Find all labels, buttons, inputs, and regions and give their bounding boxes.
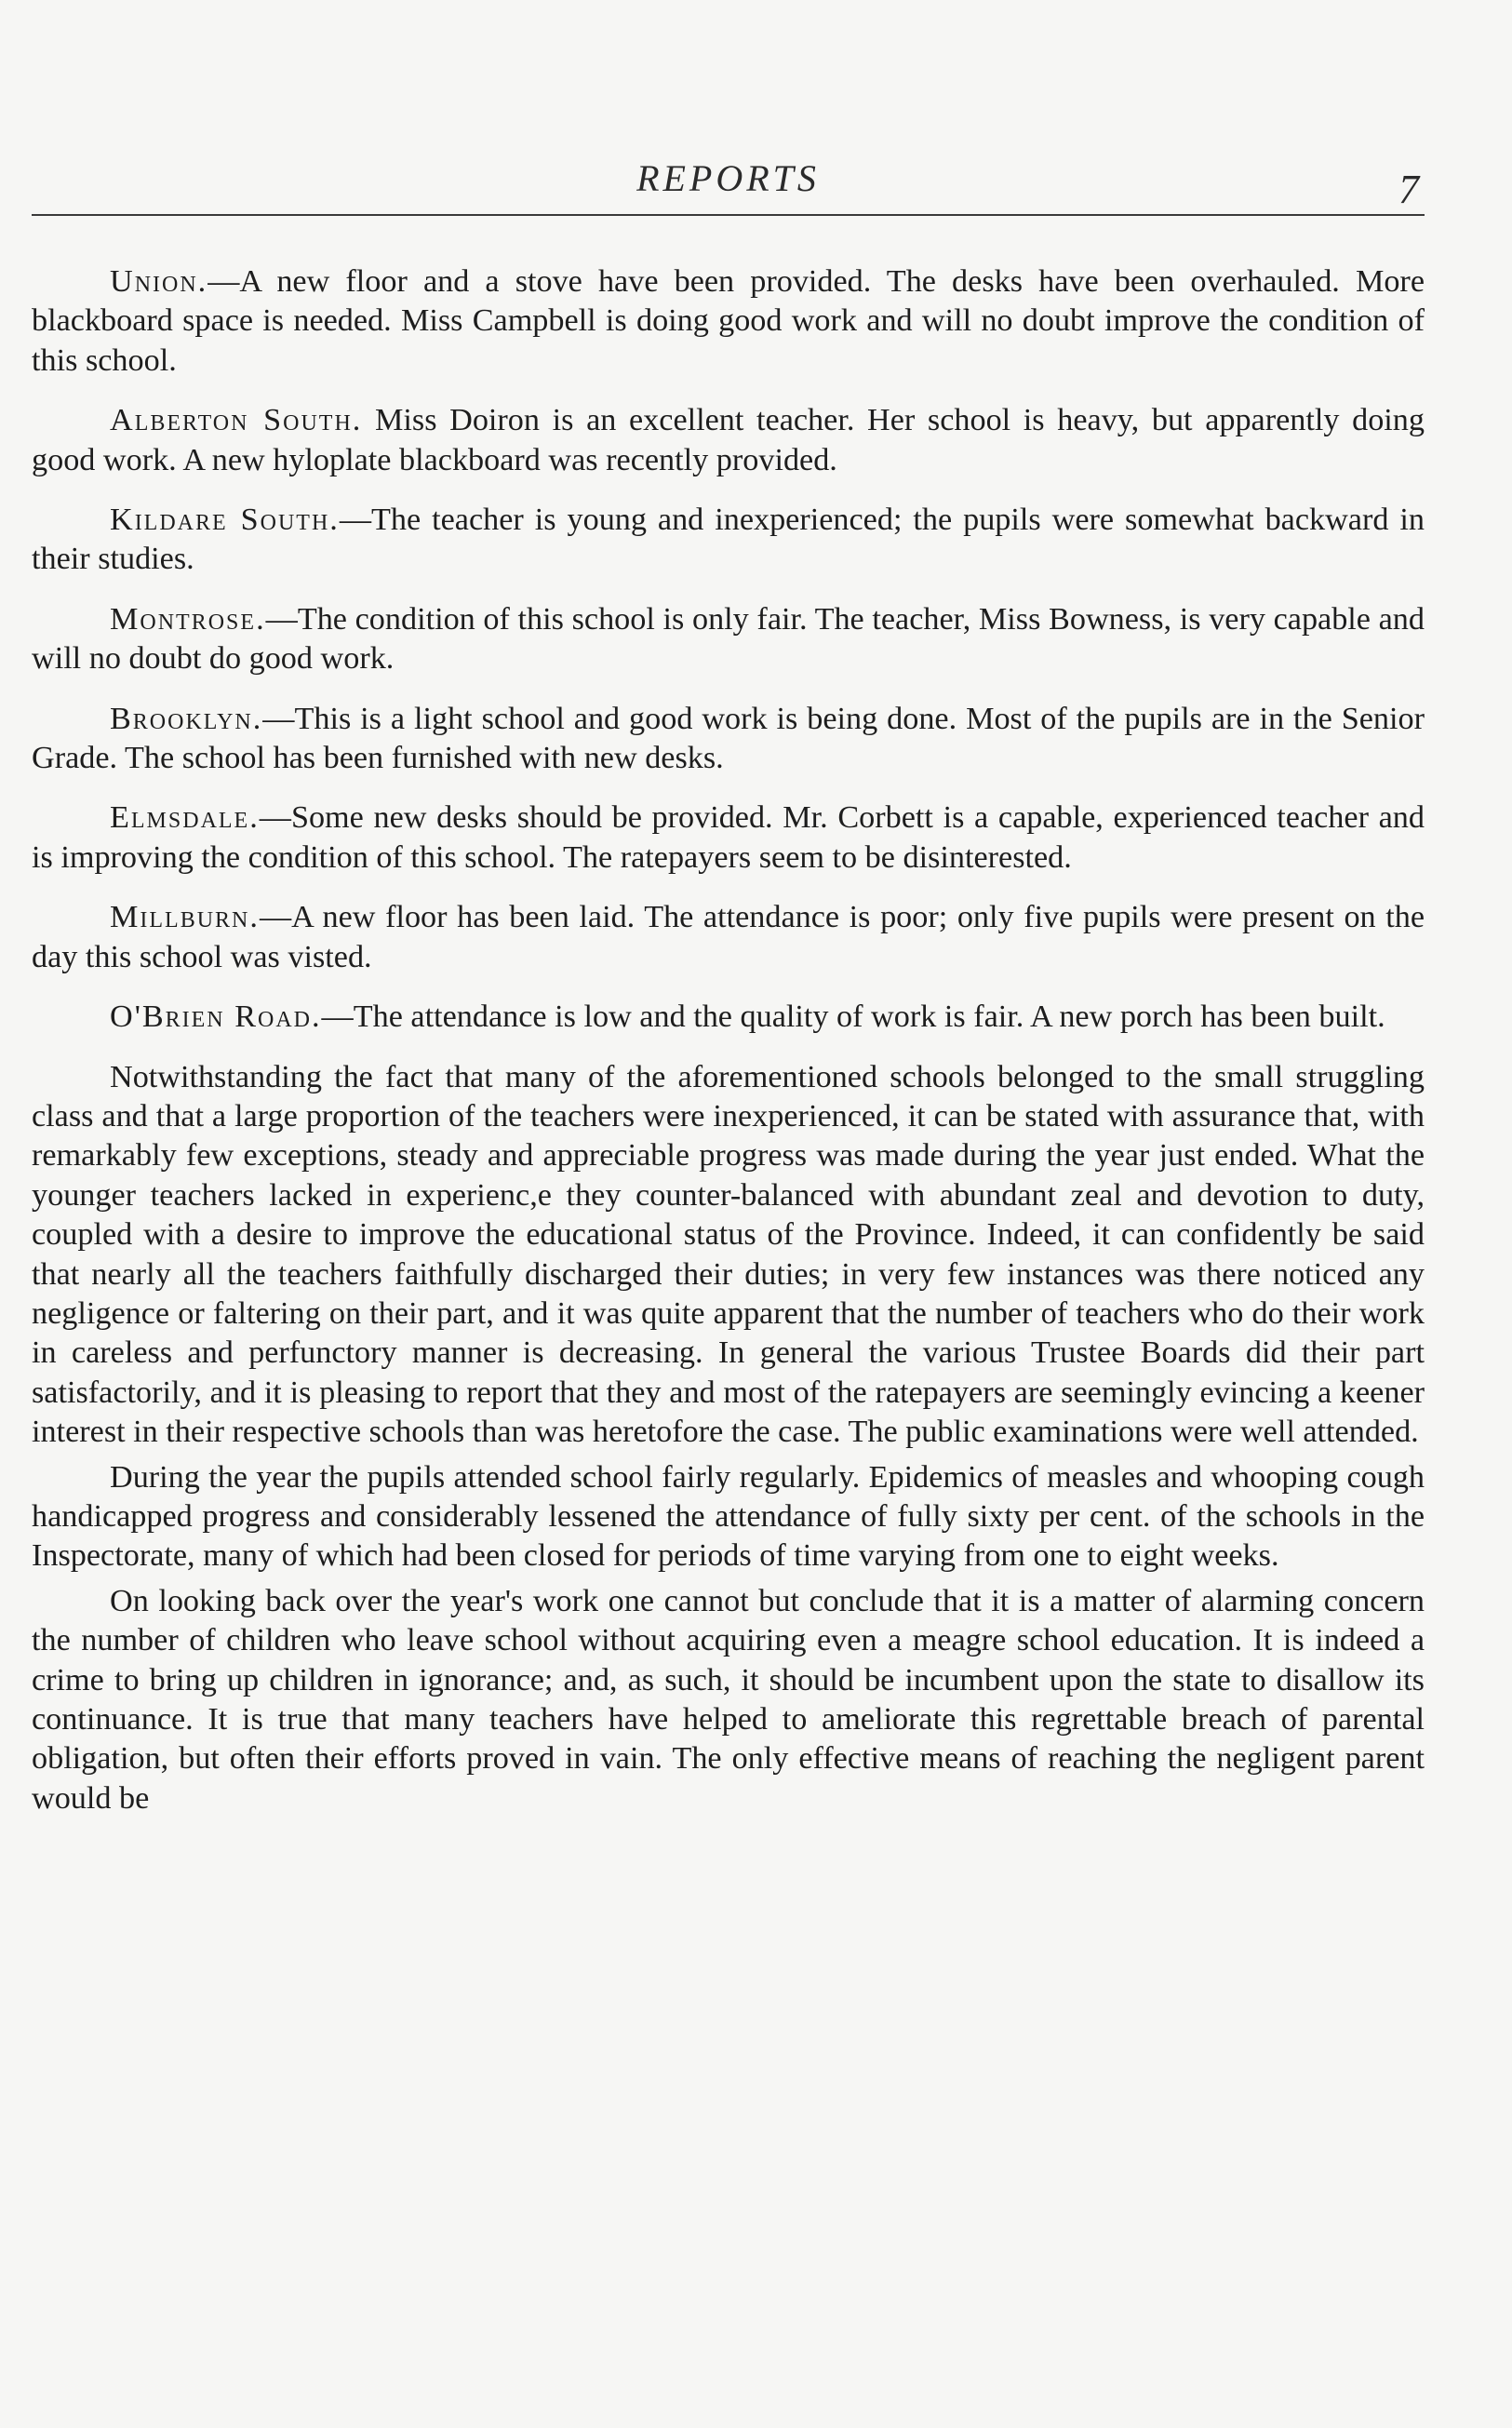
school-report-text: —A new floor and a stove have been provided. The desks have been overhauled. More blackboard space is needed. Miss Campbell is doing good work and will no doubt improve the condition of this school. (32, 264, 1425, 378)
school-report-text: —A new floor has been laid. The attendance is poor; only five pupils were present on the day this school was visted. (32, 900, 1425, 974)
school-report-alberton-south (32, 401, 1425, 480)
school-report-text: —Some new desks should be provided. Mr. Corbett is a capable, experienced teacher and is improving the condition of this school. The ratepayers seem to be disinterested. (32, 800, 1425, 875)
paragraph-progress: Notwithstanding the fact that many of the aforementioned schools belonged to the small struggling class and that a large proportion of the teachers were inexperienced, it can be stated with assurance that, with remarkably few exceptions, steady and appreciable progress was made during the year just ended. What the younger teachers lacked in experienc,e they counter-balanced with abundant zeal and devotion to duty, coupled with a desire to improve the educational status of the Province. Indeed, it can confidently be said that nearly all the teachers faithfully discharged their duties; in very few instances was there noticed any negligence or faltering on their part, and it was quite apparent that the number of teachers who do their work in careless and perfunctory manner is decreasing. In general the various Trustee Boards did their part satisfactorily, and it is pleasing to report that they and most of the ratepayers are seemingly evincing a keener interest in their respective schools than was heretofore the case. The public examinations were well attended. (32, 1059, 1425, 1450)
school-report-text: —The condition of this school is only fair. The teacher, Miss Bowness, is very capable and will no doubt do good work. (32, 601, 1425, 677)
running-title: REPORTS (636, 157, 820, 199)
school-name: Brooklyn. (110, 701, 263, 736)
running-header (32, 156, 1425, 216)
school-report-text: Miss Doiron is an excellent teacher. Her school is heavy, but apparently doing good work. A new hyloplate blackboard was recently provided. (32, 403, 1425, 477)
school-name: Alberton South. (110, 403, 363, 438)
school-name: Millburn. (110, 900, 260, 935)
school-report-obrien-road (32, 998, 1425, 1037)
school-name: Elmsdale. (110, 800, 260, 836)
school-name: Kildare South. (110, 503, 340, 538)
school-report-text: —This is a light school and good work is being done. Most of the pupils are in the Senior Grade. The school has been furnished with new desks. (32, 701, 1425, 776)
body-text (32, 262, 1425, 1824)
school-name: O'Brien Road. (110, 999, 322, 1035)
paragraph-concern: On looking back over the year's work one cannot but conclude that it is a matter of alarming concern the number of children who leave school without acquiring even a meagre school education. It is indeed a crime to bring up children in ignorance; and, as such, it should be incumbent upon the state to disallow its continuance. It is true that many teachers have helped to ameliorate this regrettable breach of parental obligation, but often their efforts proved in vain. The only effective means of reaching the negligent parent would be (32, 1583, 1425, 1816)
school-report-montrose (32, 600, 1425, 679)
school-report-elmsdale (32, 798, 1425, 878)
school-report-millburn (32, 898, 1425, 977)
school-name: Union. (110, 264, 208, 299)
page-number: 7 (1398, 167, 1419, 212)
paragraph-attendance: During the year the pupils attended school fairly regularly. Epidemics of measles and whooping cough handicapped progress and considerably lessened the attendance of fully sixty per cent. of the schools in the Inspectorate, many of which had been closed for periods of time varying from one to eight weeks. (32, 1459, 1425, 1574)
school-name: Montrose. (110, 601, 266, 637)
school-report-text: —The teacher is young and inexperienced; the pupils were somewhat backward in their studies. (32, 503, 1425, 577)
school-report-brooklyn (32, 700, 1425, 779)
school-report-union (32, 262, 1425, 381)
school-report-text: —The attendance is low and the quality of work is fair. A new porch has been built. (321, 999, 1385, 1035)
school-report-kildare-south (32, 501, 1425, 580)
